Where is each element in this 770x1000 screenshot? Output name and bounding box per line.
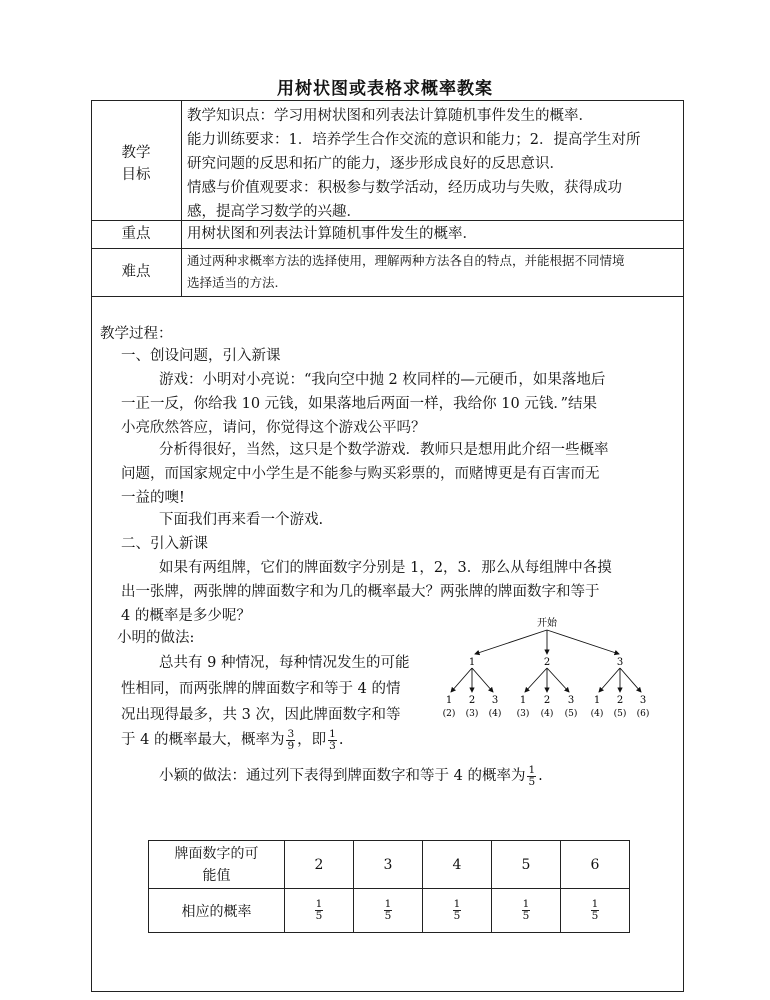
difficulty-text: 通过两种求概率方法的选择使用，理解两种方法各自的特点，并能根据不同情境 选择适当的方法. [187, 253, 625, 290]
process-heading: 教学过程： [100, 326, 173, 342]
tree-branch [620, 668, 641, 692]
probability-table [148, 840, 630, 933]
tree-leaf: 1 [445, 695, 453, 706]
probability-row-label: 相应的概率 [149, 889, 285, 933]
document-title: 用树状图或表格求概率教案 [277, 79, 493, 99]
tree-sum: (3) [465, 709, 479, 719]
xiaoming-conclusion: 于 4 的概率最大，概率为 $\frac{3}{9}$ ，即 $\frac{1}{3}$ . [121, 727, 344, 752]
next-game-text: 下面我们再来看一个游戏. [159, 512, 324, 528]
tree-branch [599, 668, 620, 692]
tree-node-level1: 1 [468, 657, 476, 668]
tree-leaf: 3 [639, 695, 647, 706]
tree-sum: (4) [590, 709, 604, 719]
section-1-heading: 一、创设问题，引入新课 [121, 348, 281, 364]
tree-node-level1: 3 [616, 657, 624, 668]
key-point-label: 重点 [121, 226, 151, 242]
tree-sum: (6) [636, 709, 650, 719]
tree-node-level1: 2 [543, 657, 551, 668]
tree-sum: (5) [613, 709, 627, 719]
tree-branch [547, 630, 619, 654]
table-row [149, 841, 630, 889]
tree-sum: (2) [442, 709, 456, 719]
game-paragraph: 游戏：小明对小亮说：“我向空中抛 2 枚同样的—元硬币，如果落地后 一正一反，你给我 10 元钱，如果落地后两面一样，我给你 10 元钱．”结果 小亮欣然答应，请问，你觉得这个游戏公平吗？ [121, 372, 606, 436]
tree-leaf: 3 [567, 695, 575, 706]
value-cell: 5 [492, 841, 561, 889]
tree-leaf: 2 [616, 695, 624, 706]
fraction-one-fifth: $\frac{1}{5}$ [528, 763, 536, 788]
probability-cell: $\frac{1}{5}$ [354, 889, 423, 933]
fraction-one-third: $\frac{1}{3}$ [329, 727, 336, 752]
xiaoying-method: 小颖的做法：通过列下表得到牌面数字和等于 4 的概率为 $\frac{1}{5}$ . [159, 763, 543, 788]
xiaoming-paragraph: 总共有 9 种情况，每种情况发生的可能 性相同，而两张牌的牌面数字和等于 4 的情 况出现得最多，共 3 次，因此牌面数字和等 [121, 655, 410, 723]
tree-sum: (4) [488, 709, 502, 719]
key-point-text: 用树状图和列表法计算随机事件发生的概率． [187, 226, 477, 242]
problem-paragraph: 如果有两组牌，它们的牌面数字分别是 1，2，3．那么从每组牌中各摸 出一张牌，两张牌的牌面数字和为几的概率最大？两张牌的牌面数字和等于 4 的概率是多少呢？ [121, 560, 612, 624]
tree-branch [472, 668, 493, 692]
tree-root-label: 开始 [537, 618, 557, 629]
goals-text: 教学知识点：学习用树状图和列表法计算随机事件发生的概率． 能力训练要求：1．培养学生合作交流的意识和能力；2．提高学生对所 研究问题的反思和拓广的能力，逐步形成良好的反思意识． 情感与价值观要求：积极参与数学活动，经历成功与失败，获得成功 感，提高学习数学的兴趣． [187, 108, 641, 220]
probability-cell: $\frac{1}{5}$ [423, 889, 492, 933]
tree-diagram [435, 612, 670, 722]
section-2-heading: 二、引入新课 [121, 536, 208, 552]
value-cell: 6 [561, 841, 630, 889]
probability-cell: $\frac{1}{5}$ [285, 889, 354, 933]
probability-cell: $\frac{1}{5}$ [492, 889, 561, 933]
row-divider [91, 248, 684, 249]
tree-leaf: 1 [593, 695, 601, 706]
tree-branch [525, 668, 547, 692]
tree-sum: (4) [540, 709, 554, 719]
tree-branch [451, 668, 472, 692]
fraction-three-ninths: $\frac{3}{9}$ [287, 727, 295, 752]
analysis-paragraph: 分析得很好，当然，这只是个数学游戏．教师只是想用此介绍一些概率 问题，而国家规定中小学生是不能参与购买彩票的，而赌博更是有百害而无 一益的噢! [121, 442, 609, 506]
tree-leaf: 2 [543, 695, 551, 706]
probability-cell: $\frac{1}{5}$ [561, 889, 630, 933]
goals-label: 教学 目标 [121, 145, 151, 183]
value-cell: 2 [285, 841, 354, 889]
difficulty-label: 难点 [121, 264, 151, 280]
tree-sum: (3) [516, 709, 530, 719]
column-divider [181, 100, 182, 296]
table-header-cell: 牌面数字的可 能值 [149, 841, 285, 889]
table-row [149, 889, 630, 933]
value-cell: 3 [354, 841, 423, 889]
tree-leaf: 3 [491, 695, 499, 706]
value-cell: 4 [423, 841, 492, 889]
row-divider [91, 296, 684, 297]
tree-branch [547, 668, 569, 692]
xiaoming-heading: 小明的做法: [117, 630, 195, 646]
tree-branch [475, 630, 547, 654]
tree-sum: (5) [564, 709, 578, 719]
tree-leaf: 1 [519, 695, 527, 706]
tree-leaf: 2 [468, 695, 476, 706]
